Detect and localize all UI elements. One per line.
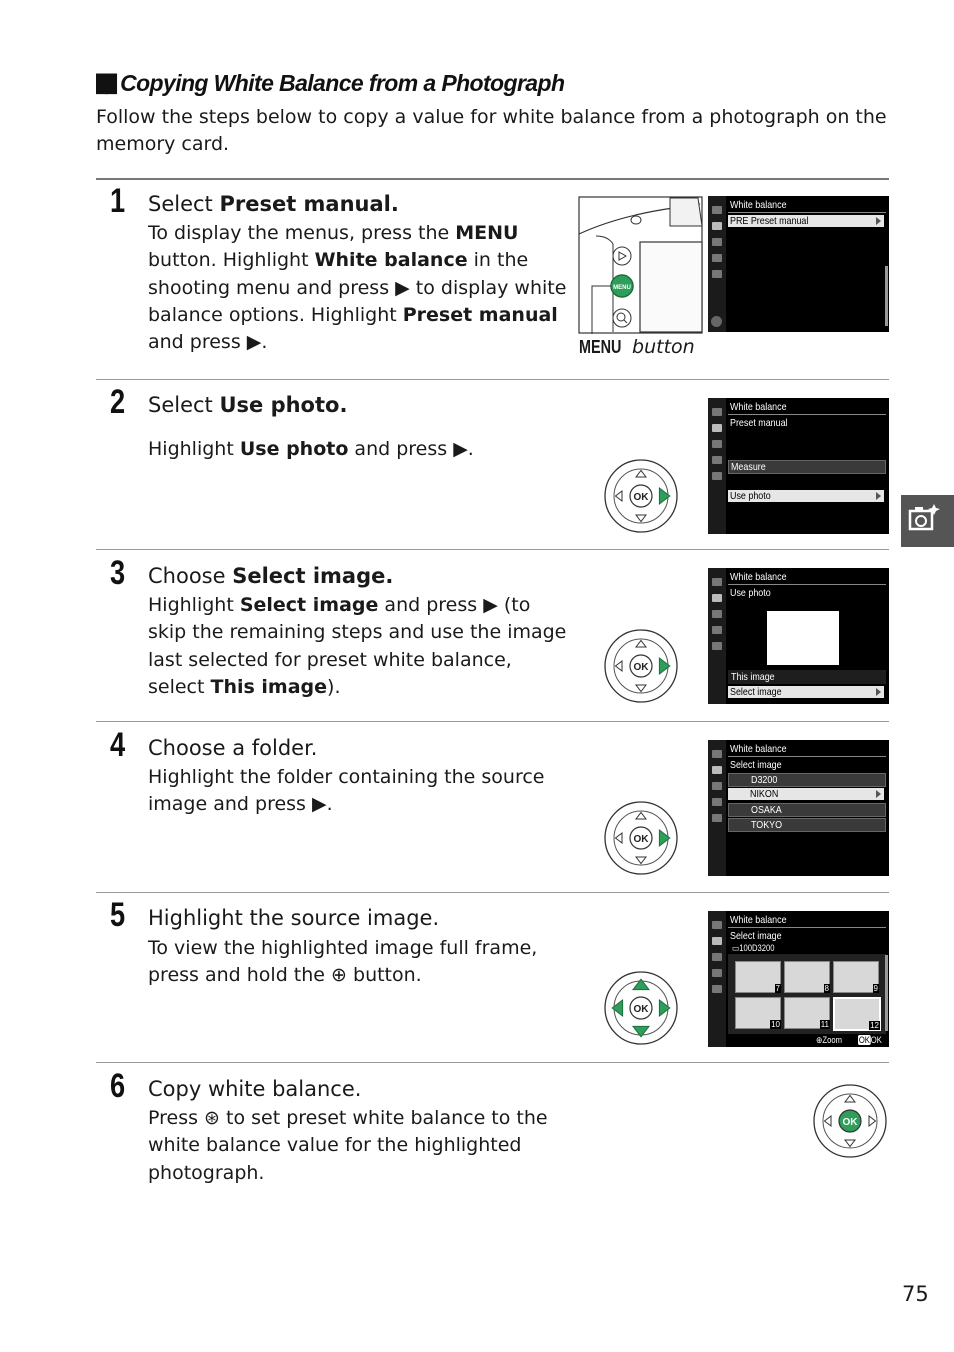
thumbnail-number: 9 [873,984,878,993]
step-number: 1 [110,182,126,220]
ok-label: OK [633,492,649,503]
step-title [148,904,439,932]
scrollbar[interactable] [885,266,888,326]
recent-settings-icon [712,985,722,993]
step-body-text: button. Highlight [148,249,315,272]
folder-row[interactable] [728,818,886,832]
shooting-menu-icon [712,766,722,774]
arrow-right-icon [876,790,881,798]
menu-sidebar [708,398,726,534]
section-title [96,70,564,97]
arrow-right-icon [876,688,881,696]
menu-row-this-image[interactable] [728,670,886,684]
step-body-text: and press ▶. [348,438,474,460]
section-title-text: Copying White Balance from a Photograph [120,70,565,96]
step-title-text: Highlight the source image. [148,906,440,930]
divider [96,549,889,550]
menu-word: MENU [579,337,622,357]
screen-divider [728,414,886,415]
menu-row-label: This image [731,671,775,683]
shooting-menu-icon [712,937,722,945]
camera-screen-white-balance [708,196,889,332]
section-marker-icon: ██ [96,74,115,93]
arrow-right-icon [876,217,881,225]
menu-row-preset-manual[interactable] [728,215,884,227]
step-number: 2 [110,383,126,421]
step-title [148,734,317,762]
step-body-text: Press [148,1107,205,1129]
menu-sidebar [708,196,726,332]
step-body-bold: MENU [455,222,519,244]
camera-screen-use-photo [708,568,889,704]
folder-row-selected[interactable] [728,788,884,800]
step-body-text: Highlight [148,594,240,616]
step-number: 5 [110,896,126,934]
step-body [148,436,568,463]
step-body [148,764,568,819]
menu-row-use-photo[interactable] [728,490,884,502]
menu-sidebar [708,911,726,1047]
shooting-menu-icon [712,424,722,432]
thumbnail-selected[interactable] [833,997,881,1031]
retouch-menu-icon [712,969,722,977]
playback-menu-icon [712,578,722,586]
step-number: 6 [110,1067,126,1105]
folder-row[interactable] [728,803,886,817]
thumbnail-number: 12 [870,1021,879,1030]
step-body-bold: White balance [314,249,468,272]
screen-header: White balance [730,199,787,211]
playback-menu-icon [712,750,722,758]
step-body-text: in the shooting menu and press ▶ to display white balance options. Highlight [148,249,567,326]
shooting-menu-icon [712,594,722,602]
folder-label: OSAKA [751,804,782,816]
folder-label: TOKYO [751,819,783,831]
step-body-text: ). [327,675,341,698]
step-title-bold: Use photo. [219,393,348,417]
step-body-bold: Use photo [239,438,349,460]
thumbnail[interactable] [784,961,830,993]
zoom-hint [816,1034,842,1046]
folder-row[interactable] [728,773,886,787]
folder-label: NIKON [750,788,779,800]
playback-menu-icon [712,408,722,416]
thumbnail[interactable] [833,961,879,993]
divider [96,178,889,180]
step-body-bold: Preset manual [402,303,558,326]
page-number: 75 [902,1282,929,1306]
screen-subheader: Use photo [730,587,771,599]
step-number: 4 [110,726,126,764]
thumbnail-number: 11 [820,1020,829,1029]
zoom-icon: ⊕ [816,1035,823,1045]
screen-divider [728,212,886,213]
intro-paragraph: Follow the steps below to copy a value for white balance from a photograph on the memory card. [96,106,887,155]
camera-screen-preset-manual [708,398,889,534]
divider [96,1062,889,1063]
image-preview [767,611,839,665]
step-body-text: and press ▶ (to skip the remaining steps and use the image last selected for preset white balance, select [148,594,567,698]
screen-divider [728,584,886,585]
setup-menu-icon [712,440,722,448]
ok-hint [858,1034,882,1046]
retouch-menu-icon [712,254,722,262]
screen-header: White balance [730,571,787,583]
step-body-text: Highlight the folder containing the source image and press ▶. [148,766,545,816]
step-title-text: Choose a folder. [148,736,318,760]
multi-selector-graphic [603,970,679,1046]
multi-selector-graphic [603,458,679,534]
camera-icon [901,495,954,547]
thumbnail[interactable] [735,961,781,993]
shooting-menu-icon [712,222,722,230]
retouch-menu-icon [712,626,722,634]
recent-settings-icon [712,472,722,480]
menu-button-caption [579,336,695,358]
step-body-text: button. [346,964,422,987]
multi-selector-graphic [603,628,679,704]
folder-label: D3200 [751,774,778,786]
screen-subheader: Select image [730,930,782,942]
playback-menu-icon [712,206,722,214]
menu-row-label: Select image [730,686,782,698]
step-body [148,1105,568,1187]
step-title [148,190,399,218]
ok-label: OK [633,662,649,673]
step-body-bold: Select image [239,594,379,616]
thumbnail-number: 10 [771,1020,780,1029]
multi-selector-all-icon [603,970,679,1050]
camera-screen-select-image [708,911,889,1047]
multi-selector-right-icon [603,458,679,538]
help-icon [711,316,722,327]
scrollbar[interactable] [885,955,888,1031]
menu-sidebar [708,568,726,704]
step-body-text: To display the menus, press the [148,222,456,244]
recent-settings-icon [712,642,722,650]
step-title [148,1075,361,1103]
screen-divider [728,927,886,928]
step-body-text: To view the highlighted image full frame, press and hold the [148,937,538,987]
setup-menu-icon [712,782,722,790]
ok-icon: OK [858,1035,870,1045]
screen-subheader: Preset manual [730,417,788,429]
step-title-text: Copy white balance. [148,1077,362,1101]
divider [96,721,889,722]
step-number: 3 [110,554,126,592]
step-title-text: Select [148,393,220,417]
setup-menu-icon [712,238,722,246]
step-title-bold: Preset manual. [219,192,399,216]
multi-selector-right-icon [603,800,679,880]
multi-selector-graphic [812,1083,888,1159]
step-body-text: and press ▶. [148,331,268,354]
step-body [148,935,568,990]
screen-divider [728,756,886,757]
step-body [148,592,568,701]
thumbnail-number: 8 [824,984,829,993]
setup-menu-icon [712,953,722,961]
screen-header: White balance [730,914,787,926]
menu-row-measure[interactable] [728,460,886,474]
divider [96,892,889,893]
shooting-chapter-tab [901,495,954,547]
setup-menu-icon [712,610,722,618]
folder-name: ▭100D3200 [732,943,775,953]
thumbnail[interactable] [735,997,781,1029]
menu-row-select-image[interactable] [728,686,884,698]
multi-selector-right-icon [603,628,679,708]
playback-menu-icon [712,921,722,929]
ok-label: OK [633,834,649,845]
retouch-menu-icon [712,456,722,464]
step-body [148,220,568,356]
recent-settings-icon [712,270,722,278]
zoom-label: Zoom [822,1035,842,1045]
thumbnail[interactable] [784,997,830,1029]
step-title-text: Select [148,192,220,216]
menu-sidebar [708,740,726,876]
divider [96,379,889,380]
multi-selector-ok-icon [812,1083,888,1163]
thumbnail-number: 7 [775,984,780,993]
screen-header: White balance [730,743,787,755]
step-body-bold: This image [210,675,328,698]
screen-subheader: Select image [730,759,782,771]
screen-header: White balance [730,401,787,413]
step-title-bold: Select image. [232,564,394,588]
step-body-text: ⊕ [331,964,347,987]
step-title [148,562,393,590]
ok-label: OK [633,1004,649,1015]
caption-text: button [632,336,695,358]
recent-settings-icon [712,814,722,822]
menu-row-label: Use photo [730,490,771,502]
ok-label: OK [842,1117,858,1128]
step-body-text: to set preset white balance to the white balance value for the highlighted photograph. [148,1107,548,1184]
retouch-menu-icon [712,798,722,806]
step-title-text: Choose [148,564,233,588]
step-body-text: Highlight [148,438,240,460]
menu-row-label: Measure [731,461,766,473]
menu-row-label: PRE Preset manual [730,215,809,227]
camera-back-illustration [578,196,703,336]
arrow-right-icon [876,492,881,500]
step-body-text: ⊛ [204,1107,220,1129]
multi-selector-graphic [603,800,679,876]
svg-text:MENU: MENU [613,285,631,291]
step-title [148,391,347,419]
camera-screen-select-folder [708,740,889,876]
ok-label: OK [870,1035,882,1045]
